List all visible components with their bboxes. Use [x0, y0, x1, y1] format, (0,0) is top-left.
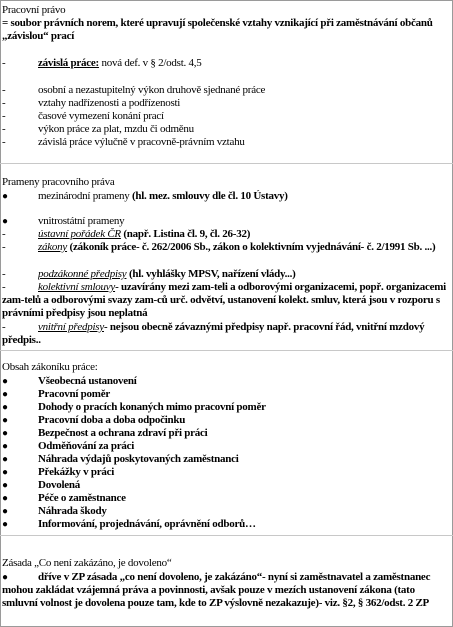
zp-contents-item: Náhrada výdajů poskytovaných zaměstnanci: [38, 453, 239, 465]
dash-glyph: -: [2, 228, 6, 240]
bullet-glyph: ●: [2, 480, 8, 491]
feature-item: závislá práce výlučně v pracovně-právním vztahu: [38, 136, 245, 148]
dash-glyph: -: [2, 84, 6, 96]
intl-sources-note: (hl. mez. smlouvy dle čl. 10 Ústavy): [131, 190, 288, 202]
zp-contents-item: Všeobecná ustanovení: [38, 375, 137, 387]
section-title-obsah: Obsah zákoníku práce:: [2, 361, 98, 373]
bullet-glyph: ●: [2, 467, 8, 478]
bullet-glyph: ●: [2, 493, 8, 504]
zp-contents-item: Náhrada škody: [38, 505, 107, 517]
section-title-zasada: Zásada „Co není zakázáno, je dovoleno“: [2, 557, 172, 569]
zp-contents-item: Pracovní doba a doba odpočinku: [38, 414, 186, 426]
bullet-glyph: ●: [2, 572, 8, 583]
ustavni-note: (např. Listina čl. 9, čl. 26-32): [120, 228, 251, 240]
section-divider: [0, 535, 453, 536]
section-divider: [0, 350, 453, 351]
zp-contents-item: Překážky v práci: [38, 466, 115, 478]
bullet-glyph: ●: [2, 216, 8, 227]
section-title-prameny: Prameny pracovního práva: [2, 176, 115, 188]
dependent-work-label: závislá práce:: [38, 57, 99, 69]
dash-glyph: -: [2, 241, 6, 253]
bullet-glyph: ●: [2, 454, 8, 465]
zp-contents-item: Dovolená: [38, 479, 80, 491]
zp-contents-item: Bezpečnost a ochrana zdraví při práci: [38, 427, 208, 439]
podzakonne-label: podzákonné předpisy: [38, 268, 127, 280]
section-divider: [0, 163, 453, 164]
podzakonne-line: [38, 268, 451, 281]
frame-top: [0, 0, 453, 1]
vnitrni-paragraph: [2, 321, 448, 347]
bullet-glyph: ●: [2, 389, 8, 400]
zp-contents-item: Dohody o pracích konaných mimo pracovní poměr: [38, 401, 266, 413]
zakony-label: zákony: [38, 241, 68, 253]
zp-contents-item: Informování, projednávání, oprávnění odborů…: [38, 518, 256, 530]
domestic-sources-label: vnitrostátní prameny: [38, 215, 125, 227]
bullet-glyph: ●: [2, 441, 8, 452]
intl-sources-line: [38, 190, 451, 203]
dash-glyph: -: [2, 268, 6, 280]
zp-contents-item: Pracovní poměr: [38, 388, 110, 400]
dependent-work-text: nová def. v § 2/odst. 4,5: [98, 57, 202, 69]
vnitrni-label: vnitřní předpisy: [38, 321, 104, 333]
zp-contents-item: Péče o zaměstnance: [38, 492, 126, 504]
feature-item: časové vymezení konání prací: [38, 110, 164, 122]
feature-item: osobní a nezastupitelný výkon druhově sjednané práce: [38, 84, 266, 96]
kolektivni-note: - uzavírány mezi zam-teli a odborovými organizacemi, popř. organizacemi zam-telů a odborovými svazy zam-ců urč. odvětví, ustanovení kolekt. smluv, která jsou v rozporu s právními předpisy jsou neplatná: [2, 281, 446, 320]
dash-glyph: -: [2, 281, 6, 293]
zp-contents-item: Odměňování za práci: [38, 440, 135, 452]
vnitrni-note: - nejsou obecně závaznými předpisy např. pracovní řád, vnitřní mzdový předpis..: [2, 321, 425, 347]
section-title-pracovni-pravo: Pracovní právo: [2, 4, 66, 16]
zakony-note: (zákoník práce- č. 262/2006 Sb., zákon o kolektivním vyjednávání- č. 2/1991 Sb. ...): [67, 241, 436, 253]
dash-glyph: -: [2, 123, 6, 135]
bullet-glyph: ●: [2, 402, 8, 413]
dash-glyph: -: [2, 57, 6, 69]
definition-text: = soubor právních norem, které upravují společenské vztahy vznikající při zaměstnávání občanů „závislou“ prací: [2, 17, 433, 43]
intl-sources-label: mezinárodní prameny: [38, 190, 132, 202]
bullet-glyph: ●: [2, 428, 8, 439]
podzakonne-note: (hl. vyhlášky MPSV, nařízení vlády...): [126, 268, 296, 280]
dash-glyph: -: [2, 136, 6, 148]
bullet-glyph: ●: [2, 519, 8, 530]
zasada-paragraph: dříve v ZP zásada „co není dovoleno, je zakázáno“- nyní si zaměstnavatel a zaměstnanec mohou zakládat vzájemná práva a povinnosti, avšak pouze v mezích ustanovení zákona (tato smluvní volnost je dovolena pouze tam, kde to ZP výslovně nezakazuje)- viz. §2, § 362/odst. 2 ZP: [2, 571, 431, 610]
kolektivni-paragraph: [2, 281, 448, 321]
dash-glyph: -: [2, 321, 6, 333]
feature-item: výkon práce za plat, mzdu či odměnu: [38, 123, 194, 135]
dash-glyph: -: [2, 110, 6, 122]
zakony-paragraph: [2, 241, 448, 254]
bullet-glyph: ●: [2, 415, 8, 426]
feature-item: vztahy nadřízenosti a podřízenosti: [38, 97, 181, 109]
bullet-glyph: ●: [2, 506, 8, 517]
ustavni-label: ústavní pořádek ČR: [38, 228, 121, 240]
bullet-glyph: ●: [2, 376, 8, 387]
dependent-work-line: [38, 57, 451, 70]
ustavni-line: [38, 228, 451, 241]
bullet-glyph: ●: [2, 191, 8, 202]
dash-glyph: -: [2, 97, 6, 109]
kolektivni-label: kolektivní smlouvy: [38, 281, 116, 293]
frame-left: [0, 0, 1, 627]
